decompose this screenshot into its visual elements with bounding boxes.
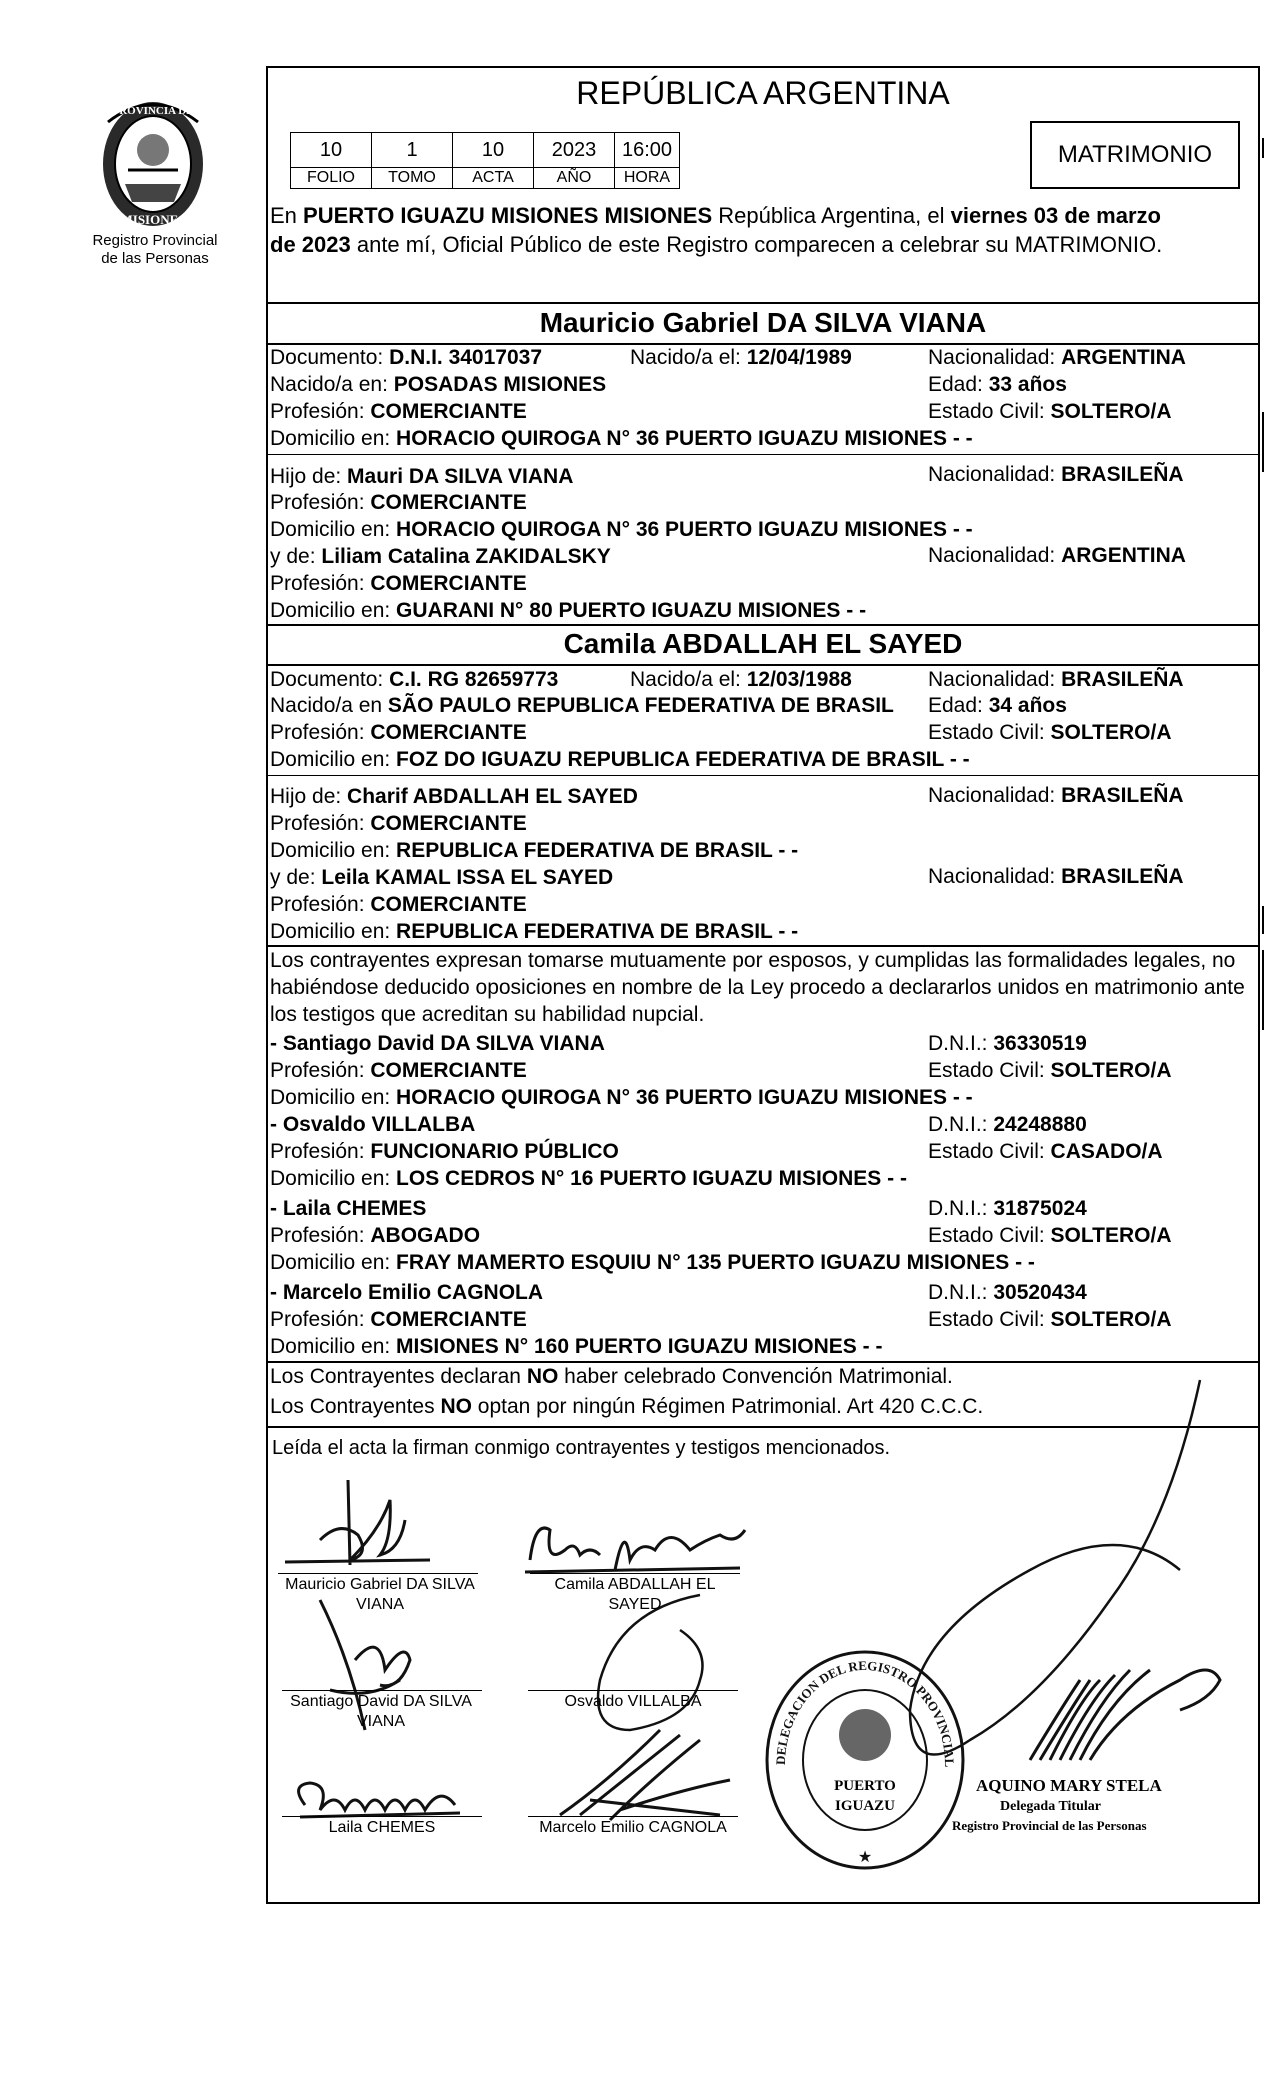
divider <box>266 1361 1260 1363</box>
signature-line <box>528 1690 738 1691</box>
spouse2-address: Domicilio en: FOZ DO IGUAZU REPUBLICA FEDERATIVA DE BRASIL - - <box>270 748 970 771</box>
scan-mark <box>1262 138 1264 158</box>
spouse1-civil-status: Estado Civil: SOLTERO/A <box>928 400 1172 423</box>
witness2-name: - Osvaldo VILLALBA <box>270 1113 476 1136</box>
signature-line <box>278 1573 478 1574</box>
tomo-value: 1 <box>372 133 453 168</box>
witness3-address: Domicilio en: FRAY MAMERTO ESQUIU N° 135 PUERTO IGUAZU MISIONES - - <box>270 1251 1035 1274</box>
spouse2-mother-profession: Profesión: COMERCIANTE <box>270 893 527 916</box>
witness2-civil-status: Estado Civil: CASADO/A <box>928 1140 1163 1163</box>
signature-line <box>282 1690 482 1691</box>
registry-name-line1: Registro Provincial <box>92 232 218 249</box>
spouse2-document: Documento: C.I. RG 82659773 <box>270 668 559 691</box>
acta-label: ACTA <box>453 168 534 189</box>
signature-camila <box>520 1510 750 1580</box>
spouse1-nationality: Nacionalidad: ARGENTINA <box>928 346 1186 369</box>
document-type-box: MATRIMONIO <box>1030 121 1240 189</box>
spouse1-father-nationality: Nacionalidad: BRASILEÑA <box>928 463 1184 486</box>
divider <box>266 454 1260 455</box>
spouse2-profession: Profesión: COMERCIANTE <box>270 721 527 744</box>
spouse1-birthplace: Nacido/a en: POSADAS MISIONES <box>270 373 607 396</box>
convention-line2: Los Contrayentes NO optan por ningún Régimen Patrimonial. Art 420 C.C.C. <box>270 1395 984 1418</box>
witness1-civil-status: Estado Civil: SOLTERO/A <box>928 1059 1172 1082</box>
svg-text:MISIONES: MISIONES <box>120 212 186 227</box>
spouse1-mother: y de: Liliam Catalina ZAKIDALSKY <box>270 545 611 568</box>
spouse2-age: Edad: 34 años <box>928 694 1067 717</box>
folio-value: 10 <box>291 133 372 168</box>
convention-line1: Los Contrayentes declaran NO haber celebrado Convención Matrimonial. <box>270 1365 953 1388</box>
scan-mark <box>1262 906 1264 934</box>
country-title: REPÚBLICA ARGENTINA <box>576 75 950 111</box>
spouse1-address: Domicilio en: HORACIO QUIROGA N° 36 PUERTO IGUAZU MISIONES - - <box>270 427 973 450</box>
witness2-address: Domicilio en: LOS CEDROS N° 16 PUERTO IGUAZU MISIONES - - <box>270 1167 907 1190</box>
spouse2-father: Hijo de: Charif ABDALLAH EL SAYED <box>270 785 638 808</box>
officer-name: AQUINO MARY STELA <box>976 1776 1162 1795</box>
signature-marcelo <box>550 1720 750 1830</box>
anio-value: 2023 <box>534 133 615 168</box>
intro-line2: de 2023 ante mí, Oficial Público de este Registro comparecen a celebrar su MATRIMONIO. <box>270 232 1163 257</box>
declaration-line2: habiéndose deducido oposiciones en nombre de la Ley procedo a declararlos unidos en matrimonio ante <box>270 976 1245 999</box>
spouse2-birthdate: Nacido/a el: 12/03/1988 <box>630 668 852 691</box>
witness2-profession: Profesión: FUNCIONARIO PÚBLICO <box>270 1140 619 1163</box>
signature-caption-spouse1: Mauricio Gabriel DA SILVA VIANA <box>285 1576 475 1613</box>
scan-mark <box>1262 412 1264 472</box>
acta-value: 10 <box>453 133 534 168</box>
spouse1-mother-nationality: Nacionalidad: ARGENTINA <box>928 544 1186 567</box>
witness1-address: Domicilio en: HORACIO QUIROGA N° 36 PUERTO IGUAZU MISIONES - - <box>270 1086 973 1109</box>
svg-text:★: ★ <box>857 1849 873 1866</box>
spouse1-father-profession: Profesión: COMERCIANTE <box>270 491 527 514</box>
registry-name-line2: de las Personas <box>101 250 209 267</box>
signature-caption-witness4: Marcelo Emilio CAGNOLA <box>539 1819 727 1836</box>
svg-text:IGUAZU: IGUAZU <box>834 1798 896 1814</box>
signature-caption-spouse2: Camila ABDALLAH EL SAYED <box>554 1576 716 1613</box>
spouse2-father-nationality: Nacionalidad: BRASILEÑA <box>928 784 1184 807</box>
signature-caption-witness1: Santiago David DA SILVA VIANA <box>290 1693 472 1730</box>
spouse2-name: Camila ABDALLAH EL SAYED <box>563 628 963 659</box>
witness4-civil-status: Estado Civil: SOLTERO/A <box>928 1308 1172 1331</box>
spouse1-father: Hijo de: Mauri DA SILVA VIANA <box>270 465 574 488</box>
spouse1-age: Edad: 33 años <box>928 373 1067 396</box>
witness1-name: - Santiago David DA SILVA VIANA <box>270 1032 605 1055</box>
witness1-profession: Profesión: COMERCIANTE <box>270 1059 527 1082</box>
officer-role: Delegada Titular <box>1000 1799 1101 1814</box>
witness3-profession: Profesión: ABOGADO <box>270 1224 481 1247</box>
spouse2-father-profession: Profesión: COMERCIANTE <box>270 812 527 835</box>
officer-organization: Registro Provincial de las Personas <box>952 1818 1147 1833</box>
signature-caption-witness3: Laila CHEMES <box>328 1819 436 1836</box>
signature-mauricio <box>280 1480 440 1580</box>
declaration-line3: los testigos que acreditan su habilidad nupcial. <box>270 1003 705 1026</box>
divider <box>266 775 1260 776</box>
witness3-name: - Laila CHEMES <box>270 1197 427 1220</box>
spouse1-birthdate: Nacido/a el: 12/04/1989 <box>630 346 852 369</box>
signature-line <box>282 1816 482 1817</box>
witness1-dni: D.N.I.: 36330519 <box>928 1032 1087 1055</box>
anio-label: AÑO <box>534 168 615 189</box>
spouse1-father-address: Domicilio en: HORACIO QUIROGA N° 36 PUERTO IGUAZU MISIONES - - <box>270 518 973 541</box>
svg-text:PROVINCIA DE: PROVINCIA DE <box>112 105 194 117</box>
intro-line1: En PUERTO IGUAZU MISIONES MISIONES República Argentina, el viernes 03 de marzo <box>270 203 1161 228</box>
spouse2-mother-nationality: Nacionalidad: BRASILEÑA <box>928 865 1184 888</box>
witness4-address: Domicilio en: MISIONES N° 160 PUERTO IGUAZU MISIONES - - <box>270 1335 883 1358</box>
spouse2-civil-status: Estado Civil: SOLTERO/A <box>928 721 1172 744</box>
signature-line <box>530 1573 740 1574</box>
signatures-intro: Leída el acta la firman conmigo contrayentes y testigos mencionados. <box>272 1437 891 1459</box>
divider <box>266 624 1260 626</box>
spouse2-mother: y de: Leila KAMAL ISSA EL SAYED <box>270 866 614 889</box>
record-fields-table <box>290 132 680 189</box>
declaration-line1: Los contrayentes expresan tomarse mutuamente por esposos, y cumplidas las formalidades legales, no <box>270 949 1236 972</box>
folio-label: FOLIO <box>291 168 372 189</box>
witness3-dni: D.N.I.: 31875024 <box>928 1197 1087 1220</box>
spouse1-mother-address: Domicilio en: GUARANI N° 80 PUERTO IGUAZU MISIONES - - <box>270 599 867 622</box>
spouse2-father-address: Domicilio en: REPUBLICA FEDERATIVA DE BRASIL - - <box>270 839 799 862</box>
spouse2-birthplace: Nacido/a en SÃO PAULO REPUBLICA FEDERATIVA DE BRASIL <box>270 694 894 717</box>
registry-name <box>60 232 250 268</box>
signature-caption-witness2: Osvaldo VILLALBA <box>564 1693 702 1710</box>
witness3-civil-status: Estado Civil: SOLTERO/A <box>928 1224 1172 1247</box>
witness4-profession: Profesión: COMERCIANTE <box>270 1308 527 1331</box>
spouse2-mother-address: Domicilio en: REPUBLICA FEDERATIVA DE BRASIL - - <box>270 920 799 943</box>
spouse1-mother-profession: Profesión: COMERCIANTE <box>270 572 527 595</box>
official-seal <box>754 1628 970 1870</box>
spouse1-name: Mauricio Gabriel DA SILVA VIANA <box>539 307 987 338</box>
scan-mark <box>1262 950 1264 1030</box>
witness4-dni: D.N.I.: 30520434 <box>928 1281 1087 1304</box>
svg-text:DELEGACION DEL REGISTRO PROVIN: DELEGACION DEL REGISTRO PROVINCIAL DE LAS PERSONAS <box>754 1628 958 1767</box>
hora-label: HORA <box>615 168 680 189</box>
witness2-dni: D.N.I.: 24248880 <box>928 1113 1087 1136</box>
spouse2-nationality: Nacionalidad: BRASILEÑA <box>928 668 1184 691</box>
witness4-name: - Marcelo Emilio CAGNOLA <box>270 1281 544 1304</box>
spouse1-profession: Profesión: COMERCIANTE <box>270 400 527 423</box>
divider <box>266 302 1260 304</box>
svg-text:PUERTO: PUERTO <box>834 1778 896 1794</box>
divider <box>266 945 1260 947</box>
spouse1-document: Documento: D.N.I. 34017037 <box>270 346 542 369</box>
hora-value: 16:00 <box>615 133 680 168</box>
divider <box>266 664 1260 666</box>
signature-line <box>528 1816 738 1817</box>
registry-logo <box>88 92 218 232</box>
tomo-label: TOMO <box>372 168 453 189</box>
